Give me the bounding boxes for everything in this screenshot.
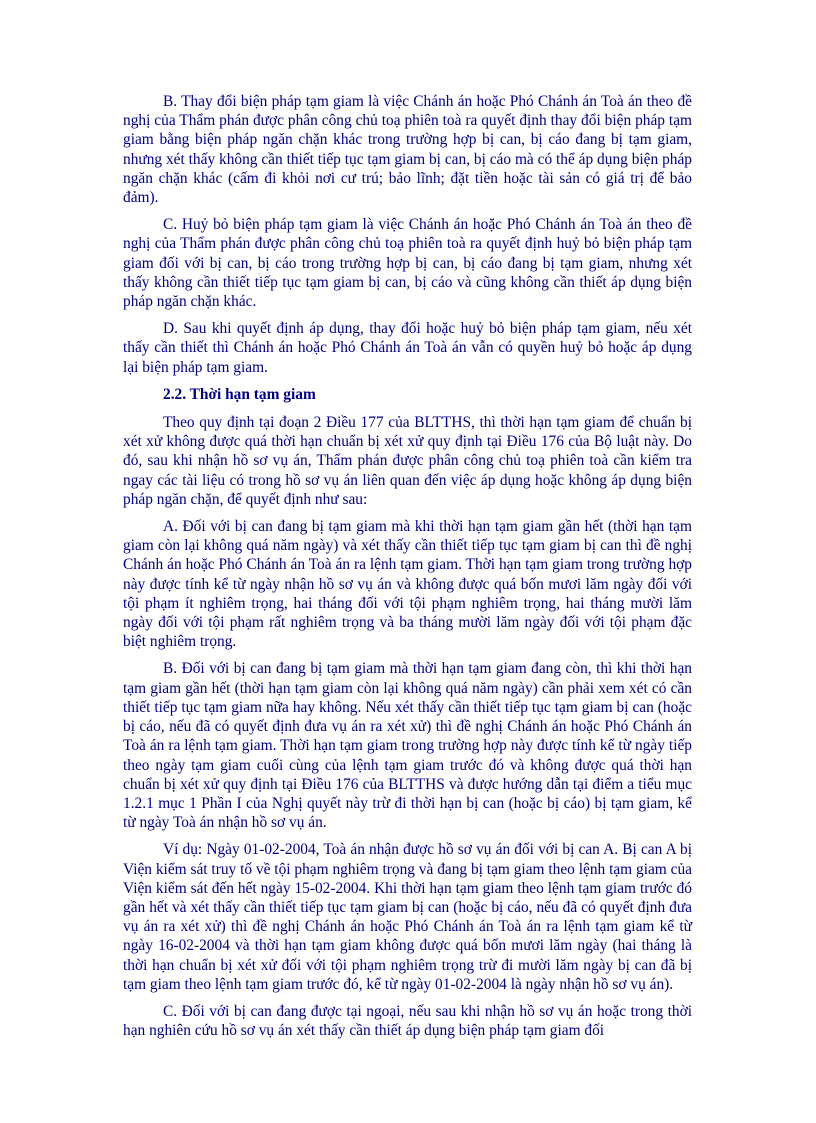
paragraph-b-term-remaining: B. Đối với bị can đang bị tạm giam mà thời hạn tạm giam đang còn, thì khi thời hạn tạm giam gần hết (thời hạn tạm giam còn lại không quá năm ngày) cần phải xem xét có cần thiết tiếp tục tạm giam nữa hay không. Nếu xét thấy cần thiết tiếp tục tạm giam bị can (hoặc bị cáo, nếu đã có quyết định đưa vụ án ra xét xử) thì đề nghị Chánh án hoặc Phó Chánh án Toà án ra lệnh tạm giam. Thời hạn tạm giam trong trường hợp này được tính kể từ ngày tiếp theo ngày tạm giam cuối cùng của lệnh tạm giam trước đó và không được quá thời hạn chuẩn bị xét xử quy định tại Điều 176 của BLTTHS và được hướng dẫn tại điểm a tiểu mục 1.2.1 mục 1 Phần I của Nghị quyết này trừ đi thời hạn bị can (hoặc bị cáo) bị tạm giam, kể từ ngày Toà án nhận hồ sơ vụ án. <box>123 660 692 832</box>
paragraph-c-released-defendant: C. Đối với bị can đang được tại ngoại, nếu sau khi nhận hồ sơ vụ án hoặc trong thời hạn nghiên cứu hồ sơ vụ án xét thấy cần thiết áp dụng biện pháp tạm giam đối <box>123 1002 692 1040</box>
paragraph-d-reapply-detention: D. Sau khi quyết định áp dụng, thay đổi hoặc huỷ bỏ biện pháp tạm giam, nếu xét thấy cần thiết thì Chánh án hoặc Phó Chánh án Toà án vẫn có quyền huỷ bỏ hoặc áp dụng lại biện pháp tạm giam. <box>123 320 692 376</box>
paragraph-c-cancel-detention: C. Huỷ bỏ biện pháp tạm giam là việc Chánh án hoặc Phó Chánh án Toà án theo đề nghị của Thẩm phán được phân công chủ toạ phiên toà ra quyết định huỷ bỏ biện pháp tạm giam đối với bị can, bị cáo trong trường hợp bị can, bị cáo đang bị tạm giam, nhưng xét thấy không cần thiết tiếp tục tạm giam bị can, bị cáo và cũng không cần thiết áp dụng biện pháp ngăn chặn khác. <box>123 216 692 311</box>
section-heading-detention-term: 2.2. Thời hạn tạm giam <box>163 385 316 403</box>
paragraph-example: Ví dụ: Ngày 01-02-2004, Toà án nhận được hồ sơ vụ án đối với bị can A. Bị can A bị Viện kiểm sát truy tố về tội phạm nghiêm trọng và đang bị tạm giam theo lệnh tạm giam của Viện kiểm sát đến hết ngày 15-02-2004. Khi thời hạn tạm giam theo lệnh tạm giam trước đó gần hết và xét thấy cần thiết tiếp tục tạm giam bị can (hoặc bị cáo, nếu đã có quyết định đưa vụ án ra xét xử) thì đề nghị Chánh án hoặc Phó Chánh án Toà án ra lệnh tạm giam kể từ ngày 16-02-2004 và thời hạn tạm giam không được quá bốn mươi lăm ngày (hai tháng là thời hạn chuẩn bị xét xử đối với tội phạm nghiêm trọng trừ đi mười lăm ngày bị can đã bị tạm giam theo lệnh tạm giam trước đó, kể từ ngày 01-02-2004 là ngày nhận hồ sơ vụ án). <box>123 841 692 993</box>
paragraph-a-near-expiry: A. Đối với bị can đang bị tạm giam mà khi thời hạn tạm giam gần hết (thời hạn tạm giam còn lại không quá năm ngày) và xét thấy cần thiết tiếp tục tạm giam bị can thì đề nghị Chánh án hoặc Phó Chánh án Toà án ra lệnh tạm giam. Thời hạn tạm giam trong trường hợp này được tính kể từ ngày nhận hồ sơ vụ án và không được quá bốn mươi lăm ngày đối với tội phạm ít nghiêm trọng, hai tháng đối với tội phạm nghiêm trọng, hai tháng mười lăm ngày đối với tội phạm rất nghiêm trọng và ba tháng mười lăm ngày đối với tội phạm đặc biệt nghiêm trọng. <box>123 518 692 651</box>
paragraph-b-change-detention: B. Thay đổi biện pháp tạm giam là việc Chánh án hoặc Phó Chánh án Toà án theo đề nghị của Thẩm phán được phân công chủ toạ phiên toà ra quyết định thay đổi biện pháp tạm giam bằng biện pháp ngăn chặn khác trong trường hợp bị can, bị cáo đang bị tạm giam, nhưng xét thấy không cần thiết tiếp tục tạm giam bị can, bị cáo mà có thể áp dụng biện pháp ngăn chặn khác (cấm đi khỏi nơi cư trú; bảo lĩnh; đặt tiền hoặc tài sản có giá trị để bảo đảm). <box>123 93 692 207</box>
paragraph-intro-term: Theo quy định tại đoạn 2 Điều 177 của BLTTHS, thì thời hạn tạm giam để chuẩn bị xét xử không được quá thời hạn chuẩn bị xét xử quy định tại Điều 176 của Bộ luật này. Do đó, sau khi nhận hồ sơ vụ án, Thẩm phán được phân công chủ toạ phiên toà cần kiểm tra ngay các tài liệu có trong hồ sơ vụ án liên quan đến việc áp dụng hoặc không áp dụng biện pháp ngăn chặn, để quyết định như sau: <box>123 414 692 508</box>
